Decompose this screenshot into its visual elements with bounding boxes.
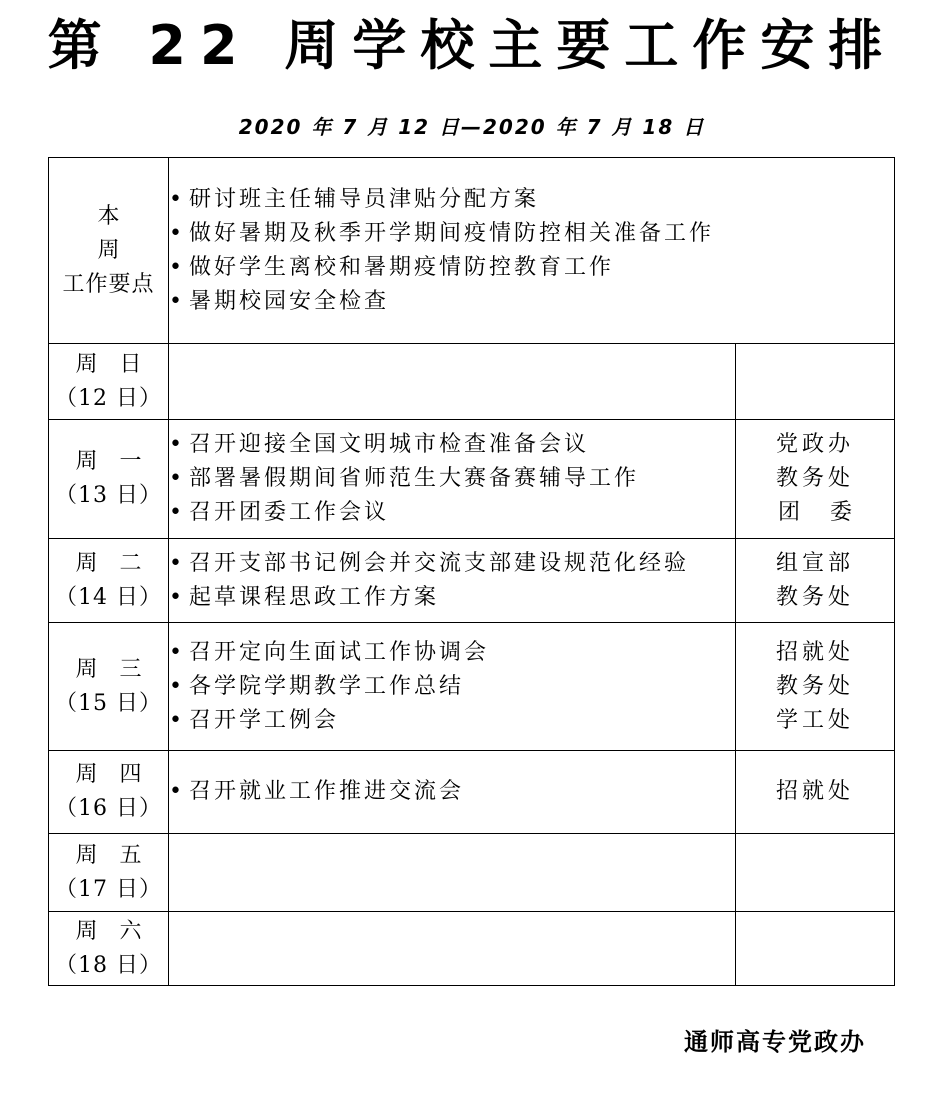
day-name: 周六 [75, 918, 164, 944]
dept-cell [736, 539, 895, 623]
list-item: • 做好学生离校和暑期疫情防控教育工作 [169, 251, 894, 285]
items-cell [169, 912, 736, 986]
day-cell [49, 751, 169, 834]
focus-label-line1: 本周 [97, 203, 164, 263]
focus-items-list [169, 183, 894, 319]
page-title: 第 22 周学校主要工作安排 [47, 14, 897, 77]
items-list [169, 428, 735, 530]
schedule-table [48, 157, 895, 986]
list-item: • 起草课程思政工作方案 [169, 581, 735, 615]
day-date: （13 日） [55, 483, 162, 508]
dept-cell [736, 420, 895, 539]
table-row [49, 539, 895, 623]
date-range: 2020 年 7 月 12 日—2020 年 7 月 18 日 [238, 115, 706, 139]
dept-label: 教务处 [776, 584, 855, 610]
list-item: • 部署暑假期间省师范生大赛备赛辅导工作 [169, 462, 735, 496]
dept-cell [736, 834, 895, 912]
items-cell [169, 623, 736, 751]
focus-row [49, 158, 895, 344]
list-item: • 召开学工例会 [169, 704, 735, 738]
dept-label: 教务处 [776, 466, 855, 491]
day-date: （14 日） [55, 584, 162, 610]
list-item: • 做好暑期及秋季开学期间疫情防控相关准备工作 [169, 217, 894, 251]
day-cell [49, 420, 169, 539]
items-cell [169, 539, 736, 623]
items-cell [169, 420, 736, 539]
dept-label: 组宣部 [776, 550, 855, 576]
list-item: • 各学院学期教学工作总结 [169, 670, 735, 704]
items-list [169, 547, 735, 615]
day-name: 周日 [75, 351, 164, 377]
day-date: （18 日） [55, 952, 162, 978]
items-cell [169, 751, 736, 834]
table-row [49, 420, 895, 539]
table-row [49, 344, 895, 420]
day-cell [49, 834, 169, 912]
day-date: （12 日） [55, 385, 162, 411]
dept-label: 团委 [778, 500, 883, 525]
day-date: （17 日） [55, 876, 162, 902]
day-name: 周二 [75, 550, 164, 576]
list-item: • 召开团委工作会议 [169, 496, 735, 530]
dept-label: 学工处 [776, 707, 855, 733]
table-row [49, 751, 895, 834]
dept-label: 党政办 [776, 432, 855, 457]
table-row [49, 623, 895, 751]
day-cell [49, 344, 169, 420]
day-name: 周四 [75, 762, 164, 787]
list-item: • 召开迎接全国文明城市检查准备会议 [169, 428, 735, 462]
list-item: • 召开支部书记例会并交流支部建设规范化经验 [169, 547, 735, 581]
items-list [169, 775, 735, 809]
day-date: （16 日） [55, 796, 162, 821]
list-item: • 暑期校园安全检查 [169, 285, 894, 319]
focus-label-cell [49, 158, 169, 344]
day-date: （15 日） [55, 690, 162, 716]
focus-items-cell [169, 158, 895, 344]
table-row [49, 834, 895, 912]
day-cell [49, 623, 169, 751]
day-cell [49, 539, 169, 623]
dept-label: 教务处 [776, 673, 855, 699]
dept-cell [736, 344, 895, 420]
list-item: • 研讨班主任辅导员津贴分配方案 [169, 183, 894, 217]
issuer-signature: 通师高专党政办 [684, 1028, 866, 1056]
items-list [169, 636, 735, 738]
dept-label: 招就处 [776, 779, 855, 804]
day-name: 周五 [75, 842, 164, 868]
dept-cell [736, 623, 895, 751]
list-item: • 召开就业工作推进交流会 [169, 775, 735, 809]
dept-label: 招就处 [776, 639, 855, 665]
day-cell [49, 912, 169, 986]
dept-cell [736, 912, 895, 986]
day-name: 周三 [75, 656, 164, 682]
list-item: • 召开定向生面试工作协调会 [169, 636, 735, 670]
table-row [49, 912, 895, 986]
dept-cell [736, 751, 895, 834]
focus-label-line2: 工作要点 [62, 271, 155, 297]
items-cell [169, 834, 736, 912]
items-cell [169, 344, 736, 420]
day-name: 周一 [75, 449, 164, 474]
